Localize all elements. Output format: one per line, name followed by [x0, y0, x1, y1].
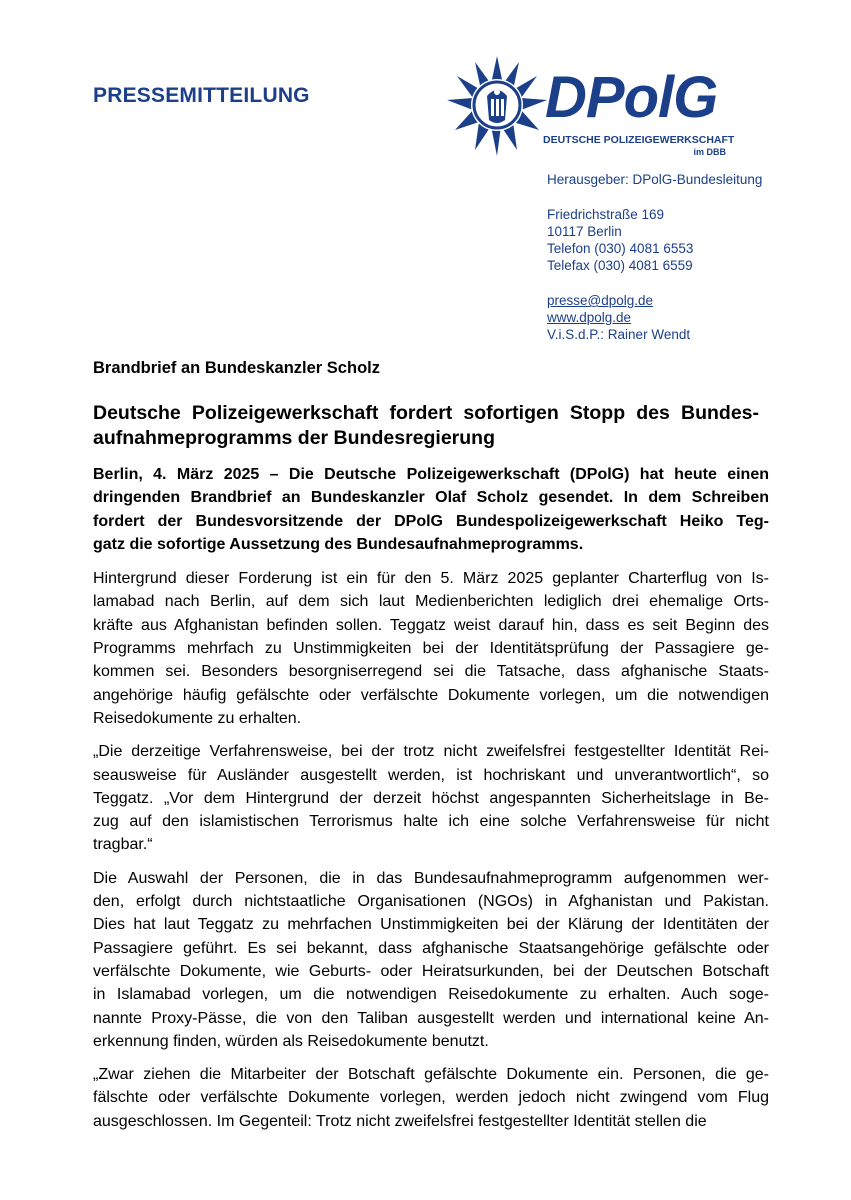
paragraph-line: dringenden Brandbrief an Bundeskanzler Olaf Scholz gesendet. In dem Schreiben [93, 489, 769, 507]
paragraph-line: in Islamabad vorlegen, um die notwendigen Reisedokumente zu erhalten. Auch soge- [93, 986, 769, 1004]
paragraph-line: Hintergrund dieser Forderung ist ein für den 5. März 2025 geplanter Charterflug von Is- [93, 570, 769, 588]
paragraph-line: kräfte aus Afghanistan befinden sollen. Teggatz weist darauf hin, dass es seit Beginn des [93, 616, 769, 634]
article-subject: Brandbrief an Bundeskanzler Scholz [93, 359, 380, 377]
paragraph-line: Berlin, 4. März 2025 – Die Deutsche Polizeigewerkschaft (DPolG) hat heute einen [93, 466, 769, 483]
publisher-line: Herausgeber: DPolG-Bundesleitung [547, 172, 763, 187]
paragraph-line: angehörige häufig gefälschte oder verfälschte Dokumente vorlegen, um die notwendigen [93, 686, 769, 704]
paragraph-line: Passagiere geführt. Es sei bekannt, dass afghanische Staatsangehörige gefälschte oder [93, 939, 769, 957]
logo-wordmark: DPolG [545, 65, 718, 130]
paragraph-line: erkennung finden, würden als Reisedokumente benutzt. [93, 1032, 489, 1050]
page-title: PRESSEMITTEILUNG [93, 84, 310, 107]
contact-block [547, 171, 762, 343]
paragraph-line: „Die derzeitige Verfahrensweise, bei der trotz nicht zweifelsfrei festgestellter Identität Rei- [93, 743, 769, 761]
paragraph-line: kommen sei. Besonders besorgniserregend sei die Tatsache, dass afghanische Staats- [93, 663, 769, 681]
police-star-icon [445, 54, 549, 158]
city-line: 10117 Berlin [547, 224, 622, 239]
paragraph-line: gatz die sofortige Aussetzung des Bundesaufnahmeprogramms. [93, 535, 584, 553]
paragraph-line: tragbar.“ [93, 836, 153, 854]
paragraph-line: „Zwar ziehen die Mitarbeiter der Botschaft gefälschte Dokumente ein. Personen, die ge- [93, 1066, 769, 1084]
paragraph-line: Reisedokumente zu erhalten. [93, 709, 302, 727]
paragraph-line: fälschte oder verfälschte Dokumente vorlegen, werden jedoch nicht zwingend vom Flug [93, 1089, 769, 1107]
lead-paragraph [93, 463, 769, 556]
paragraph-line: Teggatz. „Vor dem Hintergrund der derzeit höchst angespannten Sicherheitslage in Be- [93, 789, 769, 807]
paragraph-line: fordert der Bundesvorsitzende der DPolG Bundespolizeigewerkschaft Heiko Teg- [93, 512, 769, 530]
headline-line: aufnahmeprogramms der Bundesregierung [93, 427, 495, 449]
logo-subtitle: DEUTSCHE POLIZEIGEWERKSCHAFT [543, 134, 735, 146]
website-link[interactable]: www.dpolg.de [547, 310, 632, 325]
headline-line: Deutsche Polizeigewerkschaft fordert sofortigen Stopp des Bundes- [93, 402, 759, 424]
body-paragraph [93, 1063, 769, 1133]
phone-line: Telefon (030) 4081 6553 [547, 241, 694, 256]
paragraph-line: lamabad nach Berlin, auf dem sich laut Medienberichten lediglich drei ehemalige Orts- [93, 593, 769, 611]
paragraph-line: Dies hat laut Teggatz zu mehrfachen Unstimmigkeiten bei der Klärung der Identitäten der [93, 916, 769, 934]
dpolg-logo [445, 54, 745, 164]
street-line: Friedrichstraße 169 [547, 207, 665, 222]
body-paragraph [93, 740, 769, 856]
paragraph-line: seausweise für Ausländer ausgestellt werden, ist hochriskant und unverantwortlich“, so [93, 766, 769, 784]
responsible-line: V.i.S.d.P.: Rainer Wendt [547, 327, 691, 342]
paragraph-line: verfälschte Dokumente, wie Geburts- oder Heiratsurkunden, bei der Deutschen Botschaft [93, 962, 769, 980]
body-paragraph [93, 567, 769, 730]
email-link[interactable]: presse@dpolg.de [547, 293, 654, 308]
paragraph-line: zug auf den islamistischen Terrorismus halte ich eine solche Verfahrensweise für nicht [93, 813, 769, 831]
paragraph-line: Die Auswahl der Personen, die in das Bundesaufnahmeprogramm aufgenommen wer- [93, 869, 769, 887]
article-body [93, 463, 769, 1143]
logo-subtitle-dbb: im DBB [693, 147, 726, 157]
paragraph-line: den, erfolgt durch nichtstaatliche Organisationen (NGOs) in Afghanistan und Pakistan. [93, 893, 769, 911]
article-headline [93, 401, 759, 451]
paragraph-line: nannte Proxy-Pässe, die von den Taliban ausgestellt werden und international keine An- [93, 1009, 769, 1027]
body-paragraph [93, 867, 769, 1053]
paragraph-line: Programms mehrfach zu Unstimmigkeiten bei der Identitätsprüfung der Passagiere ge- [93, 640, 769, 658]
fax-line: Telefax (030) 4081 6559 [547, 258, 693, 273]
paragraph-line: ausgeschlossen. Im Gegenteil: Trotz nicht zweifelsfrei festgestellter Identität stellen die [93, 1112, 707, 1130]
